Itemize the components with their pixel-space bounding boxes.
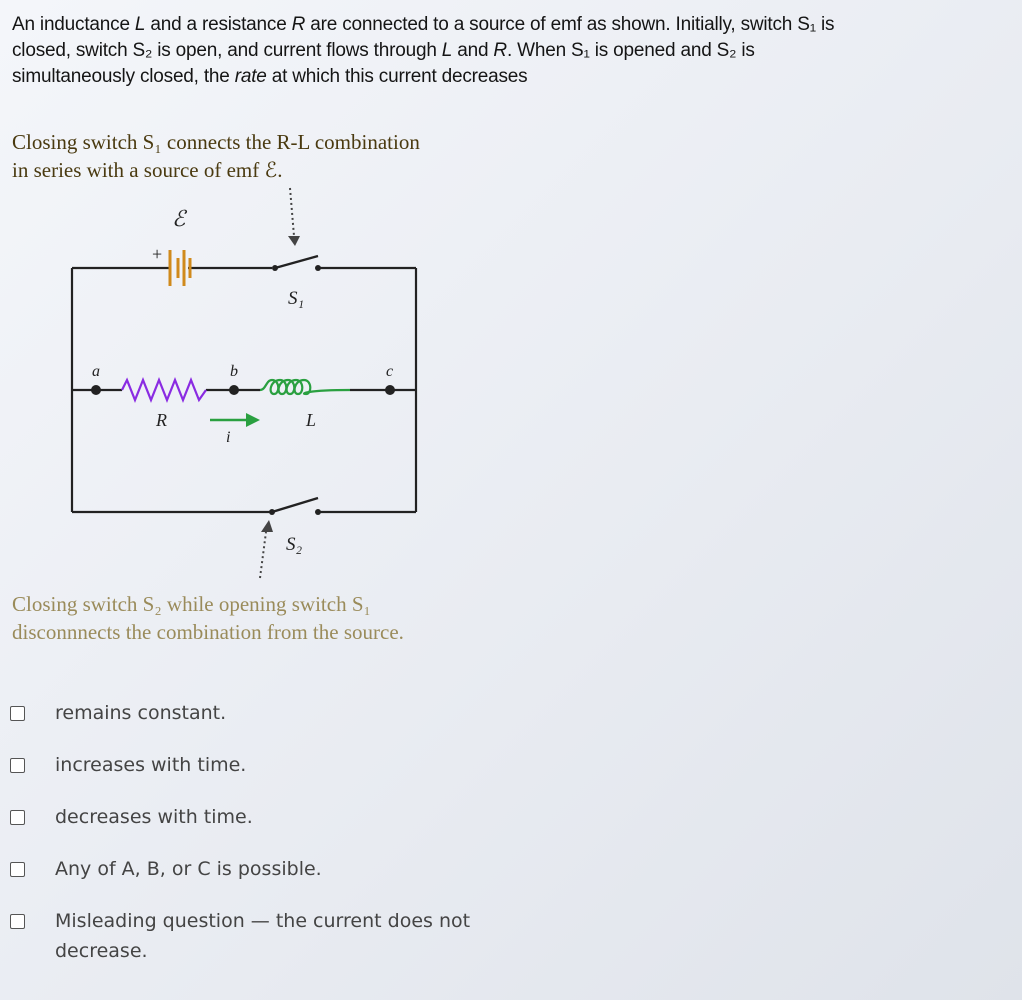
battery-icon — [170, 250, 190, 286]
figure-caption-bottom: Closing switch S₂ while opening switch S₁ disconnnects the combination from the source. — [12, 592, 404, 644]
current-arrow-icon — [210, 413, 260, 427]
option-b[interactable]: increases with time. — [10, 750, 525, 780]
switch-s2-icon — [269, 498, 321, 515]
option-b-checkbox[interactable] — [10, 758, 25, 773]
option-d-checkbox[interactable] — [10, 862, 25, 877]
option-c-checkbox[interactable] — [10, 810, 25, 825]
option-d[interactable]: Any of A, B, or C is possible. — [10, 854, 525, 884]
pointer-arrow-s1-icon — [288, 188, 300, 246]
option-e-checkbox[interactable] — [10, 914, 25, 929]
label-b: b — [230, 363, 238, 380]
question-line-3: simultaneously closed, the rate at which this current decreases — [12, 66, 528, 87]
option-e[interactable]: Misleading question — the current does not decrease. — [10, 906, 525, 966]
node-c — [385, 385, 395, 395]
option-a-checkbox[interactable] — [10, 706, 25, 721]
question-text — [12, 12, 1012, 90]
figure-caption-top: Closing switch S₁ connects the R-L combination in series with a source of emf ℰ. — [12, 130, 420, 182]
label-i: i — [226, 429, 231, 446]
question-line-1: An inductance L and a resistance R are connected to a source of emf as shown. Initially, switch S₁ is — [12, 14, 835, 35]
pointer-arrow-s2-icon — [260, 520, 273, 578]
label-R: R — [156, 410, 167, 430]
label-s1: S₁ — [288, 288, 305, 309]
inductor-icon — [260, 380, 350, 394]
resistor-icon — [122, 380, 206, 400]
option-a[interactable]: remains constant. — [10, 698, 525, 728]
switch-s1-icon — [272, 256, 321, 271]
question-line-2: closed, switch S₂ is open, and current flows through L and R. When S₁ is opened and S₂ is — [12, 40, 755, 61]
node-b — [229, 385, 239, 395]
label-plus: + — [152, 244, 163, 264]
option-c[interactable]: decreases with time. — [10, 802, 525, 832]
label-emf: ℰ — [172, 206, 186, 231]
rl-circuit-diagram — [60, 180, 440, 580]
node-a — [91, 385, 101, 395]
label-s2: S₂ — [286, 534, 303, 555]
label-a: a — [92, 363, 100, 380]
label-c: c — [386, 363, 394, 380]
label-L: L — [306, 410, 317, 430]
